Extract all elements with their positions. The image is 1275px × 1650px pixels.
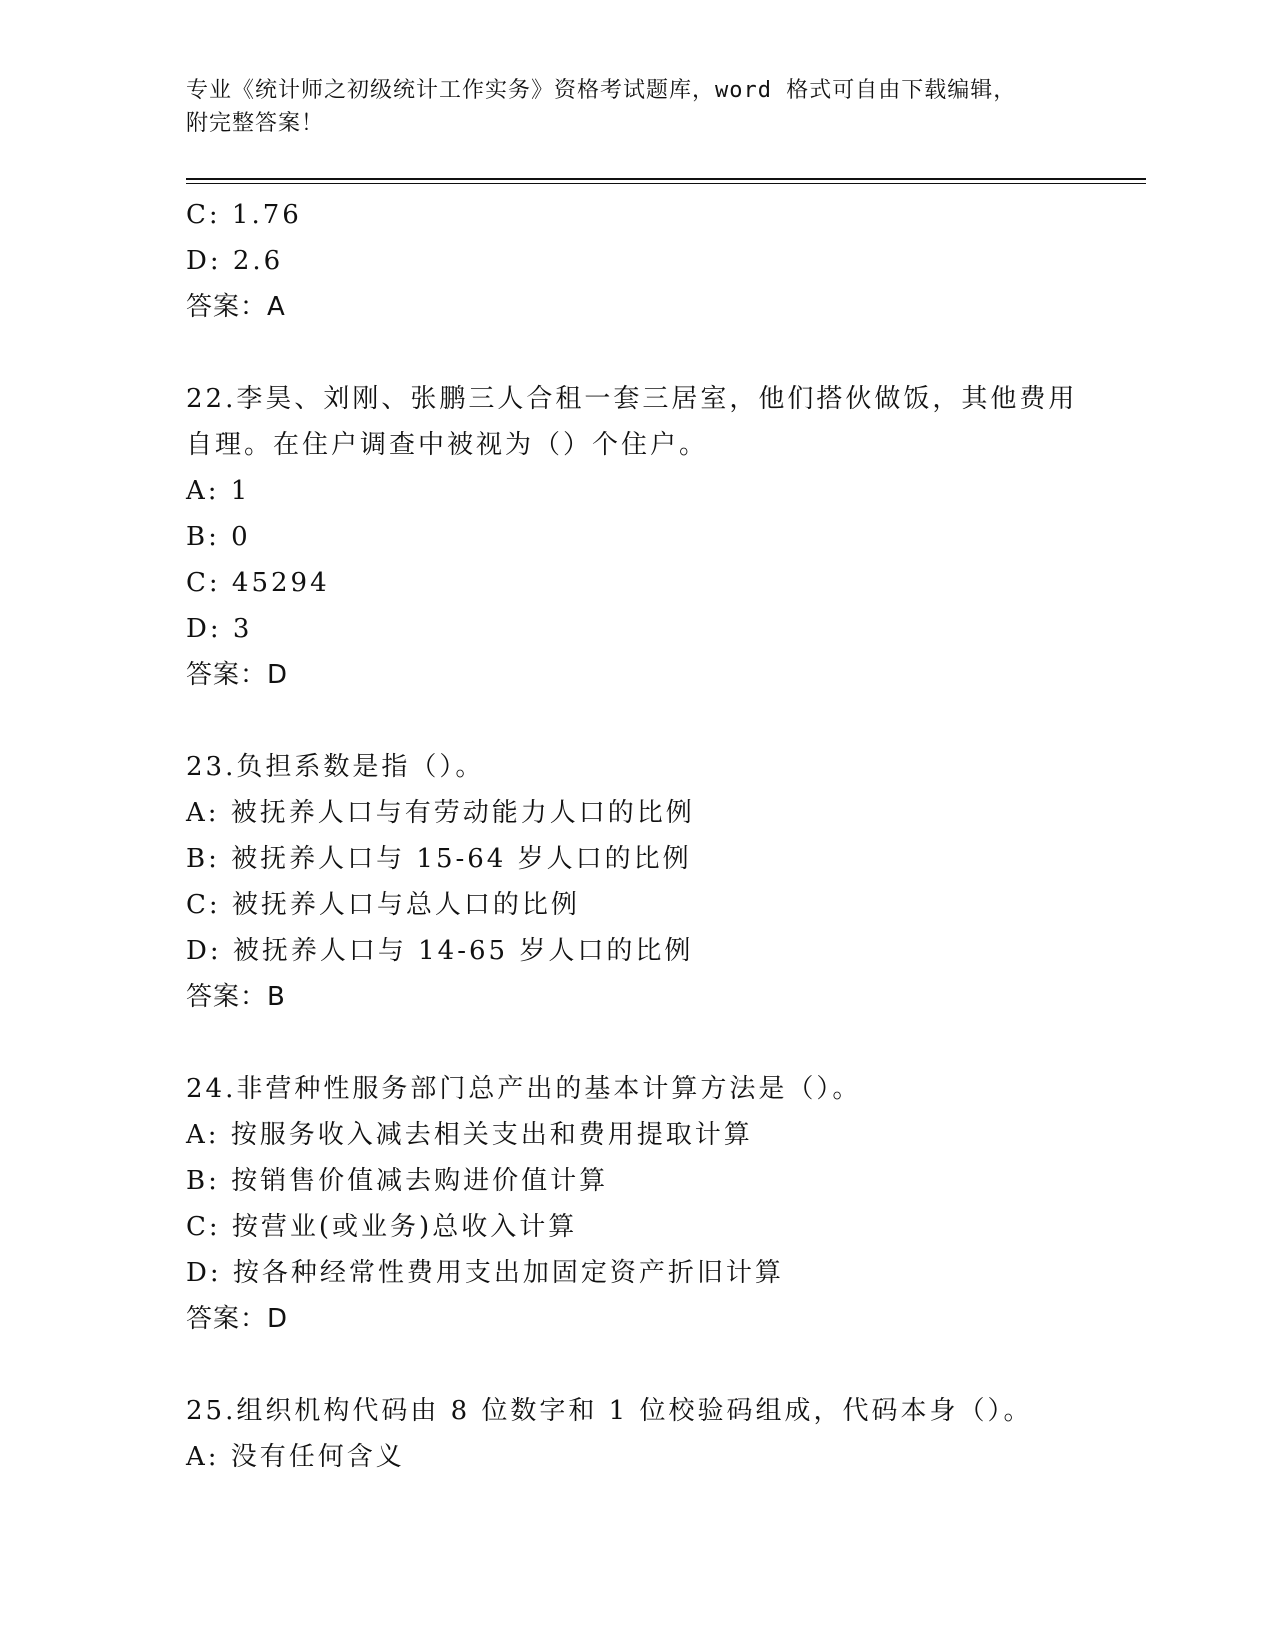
question-block-25 [186, 1388, 1086, 1480]
header-divider-thick [186, 178, 1146, 180]
option-b: B: 按销售价值减去购进价值计算 [186, 1166, 609, 1196]
answer-line: 答案：B [186, 982, 286, 1012]
question-list [186, 192, 1086, 1480]
question-stem: 24.非营种性服务部门总产出的基本计算方法是（）。 [186, 1074, 862, 1104]
question-stem: 22.李昊、刘刚、张鹏三人合租一套三居室，他们搭伙做饭，其他费用 [186, 384, 1078, 414]
header-line-1: 专业《统计师之初级统计工作实务》资格考试题库，word 格式可自由下载编辑， [186, 78, 1017, 103]
option-a: A: 没有任何含义 [186, 1442, 405, 1472]
question-stem: 25.组织机构代码由 8 位数字和 1 位校验码组成，代码本身（）。 [186, 1396, 1033, 1426]
option-d: D: 按各种经常性费用支出加固定资产折旧计算 [186, 1258, 784, 1288]
answer-line: 答案：D [186, 660, 289, 690]
answer-line: 答案：D [186, 1304, 289, 1334]
question-stem: 23.负担系数是指（）。 [186, 752, 485, 782]
option-c: C: 45294 [186, 568, 330, 598]
option-c: C: 按营业(或业务)总收入计算 [186, 1212, 578, 1242]
spacer [186, 698, 1086, 744]
spacer [186, 330, 1086, 376]
option-d: D: 被抚养人口与 14-65 岁人口的比例 [186, 936, 694, 966]
option-c: C: 1.76 [186, 200, 302, 230]
option-a: A: 按服务收入减去相关支出和费用提取计算 [186, 1120, 753, 1150]
question-block-22 [186, 376, 1086, 698]
option-b: B: 被抚养人口与 15-64 岁人口的比例 [186, 844, 692, 874]
option-d: D: 2.6 [186, 246, 284, 276]
question-block-23 [186, 744, 1086, 1020]
option-a: A: 1 [186, 476, 251, 506]
document-header [186, 74, 1086, 140]
question-stem: 自理。在住户调查中被视为（）个住户。 [186, 430, 709, 460]
option-a: A: 被抚养人口与有劳动能力人口的比例 [186, 798, 695, 828]
option-d: D: 3 [186, 614, 253, 644]
question-block-24 [186, 1066, 1086, 1342]
option-b: B: 0 [186, 522, 251, 552]
header-line-2: 附完整答案！ [186, 111, 325, 136]
header-divider-thin [186, 183, 1146, 184]
question-block-21 [186, 192, 1086, 330]
spacer [186, 1020, 1086, 1066]
option-c: C: 被抚养人口与总人口的比例 [186, 890, 580, 920]
spacer [186, 1342, 1086, 1388]
answer-line: 答案：A [186, 292, 286, 322]
